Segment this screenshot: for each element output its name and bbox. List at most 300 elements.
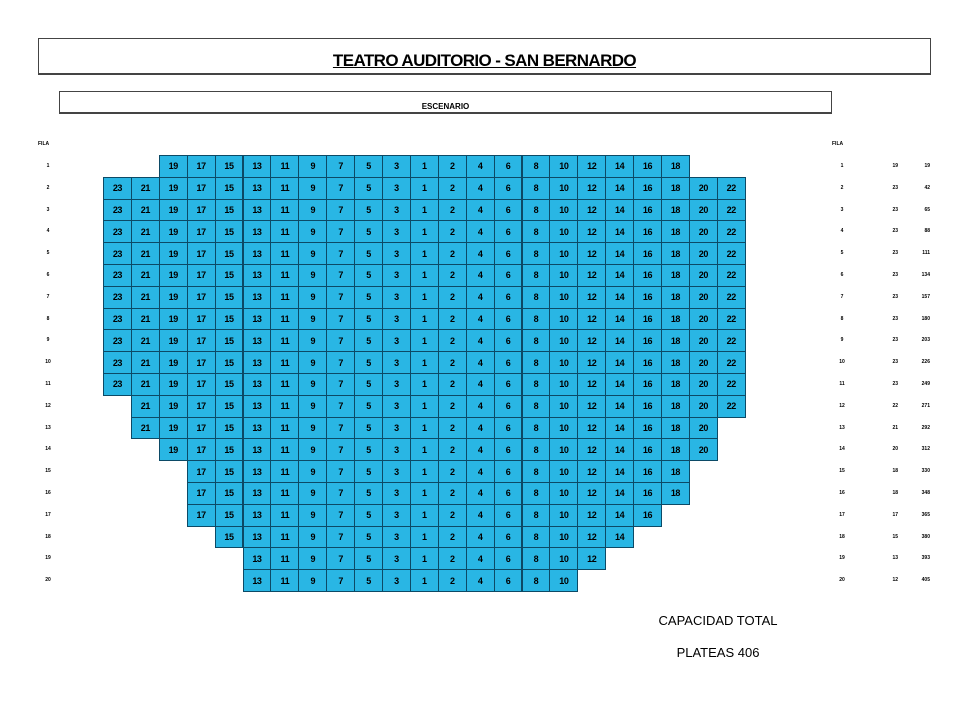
seat-10-5[interactable]: 5 [354, 351, 383, 374]
seat-7-5[interactable]: 5 [354, 286, 383, 309]
seat-3-9[interactable]: 9 [298, 199, 327, 222]
seat-15-14[interactable]: 14 [605, 460, 634, 483]
seat-5-2[interactable]: 2 [438, 242, 467, 265]
seat-13-6[interactable]: 6 [494, 417, 523, 440]
seat-10-13[interactable]: 13 [243, 351, 272, 374]
seat-5-20[interactable]: 20 [689, 242, 718, 265]
seat-4-3[interactable]: 3 [382, 220, 411, 243]
seat-6-7[interactable]: 7 [326, 264, 355, 287]
seat-6-5[interactable]: 5 [354, 264, 383, 287]
seat-8-14[interactable]: 14 [605, 308, 634, 331]
seat-4-12[interactable]: 12 [577, 220, 606, 243]
seat-19-2[interactable]: 2 [438, 547, 467, 570]
seat-4-15[interactable]: 15 [215, 220, 244, 243]
seat-6-2[interactable]: 2 [438, 264, 467, 287]
seat-12-7[interactable]: 7 [326, 395, 355, 418]
seat-17-13[interactable]: 13 [243, 504, 272, 527]
seat-9-19[interactable]: 19 [159, 329, 188, 352]
seat-4-22[interactable]: 22 [717, 220, 746, 243]
seat-13-12[interactable]: 12 [577, 417, 606, 440]
seat-7-19[interactable]: 19 [159, 286, 188, 309]
seat-3-6[interactable]: 6 [494, 199, 523, 222]
seat-4-19[interactable]: 19 [159, 220, 188, 243]
seat-16-4[interactable]: 4 [466, 482, 495, 505]
seat-19-11[interactable]: 11 [270, 547, 299, 570]
seat-7-4[interactable]: 4 [466, 286, 495, 309]
seat-15-13[interactable]: 13 [243, 460, 272, 483]
seat-5-5[interactable]: 5 [354, 242, 383, 265]
seat-13-14[interactable]: 14 [605, 417, 634, 440]
seat-18-10[interactable]: 10 [549, 526, 578, 549]
seat-4-10[interactable]: 10 [549, 220, 578, 243]
seat-7-23[interactable]: 23 [103, 286, 132, 309]
seat-8-3[interactable]: 3 [382, 308, 411, 331]
seat-9-6[interactable]: 6 [494, 329, 523, 352]
seat-1-12[interactable]: 12 [577, 155, 606, 178]
seat-12-21[interactable]: 21 [131, 395, 160, 418]
seat-12-1[interactable]: 1 [410, 395, 439, 418]
seat-10-8[interactable]: 8 [522, 351, 551, 374]
seat-5-10[interactable]: 10 [549, 242, 578, 265]
seat-9-3[interactable]: 3 [382, 329, 411, 352]
seat-3-23[interactable]: 23 [103, 199, 132, 222]
seat-4-9[interactable]: 9 [298, 220, 327, 243]
seat-9-11[interactable]: 11 [270, 329, 299, 352]
seat-11-23[interactable]: 23 [103, 373, 132, 396]
seat-2-8[interactable]: 8 [522, 177, 551, 200]
seat-10-18[interactable]: 18 [661, 351, 690, 374]
seat-16-12[interactable]: 12 [577, 482, 606, 505]
seat-13-13[interactable]: 13 [243, 417, 272, 440]
seat-7-2[interactable]: 2 [438, 286, 467, 309]
seat-16-17[interactable]: 17 [187, 482, 216, 505]
seat-4-14[interactable]: 14 [605, 220, 634, 243]
seat-1-10[interactable]: 10 [549, 155, 578, 178]
seat-8-22[interactable]: 22 [717, 308, 746, 331]
seat-17-5[interactable]: 5 [354, 504, 383, 527]
seat-20-3[interactable]: 3 [382, 569, 411, 592]
seat-4-5[interactable]: 5 [354, 220, 383, 243]
seat-10-7[interactable]: 7 [326, 351, 355, 374]
seat-17-16[interactable]: 16 [633, 504, 662, 527]
seat-2-6[interactable]: 6 [494, 177, 523, 200]
seat-16-2[interactable]: 2 [438, 482, 467, 505]
seat-20-6[interactable]: 6 [494, 569, 523, 592]
seat-10-4[interactable]: 4 [466, 351, 495, 374]
seat-2-7[interactable]: 7 [326, 177, 355, 200]
seat-7-13[interactable]: 13 [243, 286, 272, 309]
seat-12-2[interactable]: 2 [438, 395, 467, 418]
seat-17-11[interactable]: 11 [270, 504, 299, 527]
seat-6-19[interactable]: 19 [159, 264, 188, 287]
seat-18-13[interactable]: 13 [243, 526, 272, 549]
seat-9-17[interactable]: 17 [187, 329, 216, 352]
seat-4-20[interactable]: 20 [689, 220, 718, 243]
seat-8-12[interactable]: 12 [577, 308, 606, 331]
seat-3-15[interactable]: 15 [215, 199, 244, 222]
seat-3-7[interactable]: 7 [326, 199, 355, 222]
seat-8-21[interactable]: 21 [131, 308, 160, 331]
seat-1-7[interactable]: 7 [326, 155, 355, 178]
seat-16-14[interactable]: 14 [605, 482, 634, 505]
seat-14-15[interactable]: 15 [215, 438, 244, 461]
seat-5-4[interactable]: 4 [466, 242, 495, 265]
seat-18-15[interactable]: 15 [215, 526, 244, 549]
seat-4-6[interactable]: 6 [494, 220, 523, 243]
seat-2-17[interactable]: 17 [187, 177, 216, 200]
seat-13-11[interactable]: 11 [270, 417, 299, 440]
seat-17-12[interactable]: 12 [577, 504, 606, 527]
seat-20-8[interactable]: 8 [522, 569, 551, 592]
seat-5-9[interactable]: 9 [298, 242, 327, 265]
seat-6-4[interactable]: 4 [466, 264, 495, 287]
seat-8-9[interactable]: 9 [298, 308, 327, 331]
seat-15-12[interactable]: 12 [577, 460, 606, 483]
seat-16-1[interactable]: 1 [410, 482, 439, 505]
seat-3-19[interactable]: 19 [159, 199, 188, 222]
seat-17-9[interactable]: 9 [298, 504, 327, 527]
seat-12-20[interactable]: 20 [689, 395, 718, 418]
seat-2-20[interactable]: 20 [689, 177, 718, 200]
seat-2-10[interactable]: 10 [549, 177, 578, 200]
seat-5-19[interactable]: 19 [159, 242, 188, 265]
seat-9-22[interactable]: 22 [717, 329, 746, 352]
seat-5-23[interactable]: 23 [103, 242, 132, 265]
seat-12-14[interactable]: 14 [605, 395, 634, 418]
seat-17-6[interactable]: 6 [494, 504, 523, 527]
seat-2-23[interactable]: 23 [103, 177, 132, 200]
seat-8-2[interactable]: 2 [438, 308, 467, 331]
seat-10-15[interactable]: 15 [215, 351, 244, 374]
seat-2-16[interactable]: 16 [633, 177, 662, 200]
seat-17-10[interactable]: 10 [549, 504, 578, 527]
seat-2-2[interactable]: 2 [438, 177, 467, 200]
seat-19-10[interactable]: 10 [549, 547, 578, 570]
seat-12-10[interactable]: 10 [549, 395, 578, 418]
seat-20-13[interactable]: 13 [243, 569, 272, 592]
seat-1-14[interactable]: 14 [605, 155, 634, 178]
seat-18-11[interactable]: 11 [270, 526, 299, 549]
seat-14-19[interactable]: 19 [159, 438, 188, 461]
seat-16-16[interactable]: 16 [633, 482, 662, 505]
seat-11-22[interactable]: 22 [717, 373, 746, 396]
seat-11-19[interactable]: 19 [159, 373, 188, 396]
seat-14-5[interactable]: 5 [354, 438, 383, 461]
seat-7-6[interactable]: 6 [494, 286, 523, 309]
seat-10-19[interactable]: 19 [159, 351, 188, 374]
seat-18-6[interactable]: 6 [494, 526, 523, 549]
seat-20-11[interactable]: 11 [270, 569, 299, 592]
seat-14-13[interactable]: 13 [243, 438, 272, 461]
seat-1-11[interactable]: 11 [270, 155, 299, 178]
seat-3-4[interactable]: 4 [466, 199, 495, 222]
seat-9-21[interactable]: 21 [131, 329, 160, 352]
seat-10-17[interactable]: 17 [187, 351, 216, 374]
seat-11-2[interactable]: 2 [438, 373, 467, 396]
seat-1-19[interactable]: 19 [159, 155, 188, 178]
seat-12-4[interactable]: 4 [466, 395, 495, 418]
seat-14-12[interactable]: 12 [577, 438, 606, 461]
seat-13-15[interactable]: 15 [215, 417, 244, 440]
seat-15-2[interactable]: 2 [438, 460, 467, 483]
seat-6-1[interactable]: 1 [410, 264, 439, 287]
seat-1-1[interactable]: 1 [410, 155, 439, 178]
seat-8-20[interactable]: 20 [689, 308, 718, 331]
seat-11-18[interactable]: 18 [661, 373, 690, 396]
seat-18-5[interactable]: 5 [354, 526, 383, 549]
seat-12-13[interactable]: 13 [243, 395, 272, 418]
seat-20-4[interactable]: 4 [466, 569, 495, 592]
seat-14-8[interactable]: 8 [522, 438, 551, 461]
seat-5-11[interactable]: 11 [270, 242, 299, 265]
seat-8-23[interactable]: 23 [103, 308, 132, 331]
seat-18-1[interactable]: 1 [410, 526, 439, 549]
seat-18-2[interactable]: 2 [438, 526, 467, 549]
seat-3-16[interactable]: 16 [633, 199, 662, 222]
seat-7-15[interactable]: 15 [215, 286, 244, 309]
seat-9-5[interactable]: 5 [354, 329, 383, 352]
seat-2-1[interactable]: 1 [410, 177, 439, 200]
seat-8-17[interactable]: 17 [187, 308, 216, 331]
seat-4-23[interactable]: 23 [103, 220, 132, 243]
seat-9-20[interactable]: 20 [689, 329, 718, 352]
seat-2-12[interactable]: 12 [577, 177, 606, 200]
seat-20-2[interactable]: 2 [438, 569, 467, 592]
seat-10-11[interactable]: 11 [270, 351, 299, 374]
seat-14-14[interactable]: 14 [605, 438, 634, 461]
seat-15-3[interactable]: 3 [382, 460, 411, 483]
seat-5-14[interactable]: 14 [605, 242, 634, 265]
seat-6-8[interactable]: 8 [522, 264, 551, 287]
seat-12-5[interactable]: 5 [354, 395, 383, 418]
seat-12-15[interactable]: 15 [215, 395, 244, 418]
seat-6-18[interactable]: 18 [661, 264, 690, 287]
seat-5-8[interactable]: 8 [522, 242, 551, 265]
seat-14-9[interactable]: 9 [298, 438, 327, 461]
seat-5-3[interactable]: 3 [382, 242, 411, 265]
seat-8-7[interactable]: 7 [326, 308, 355, 331]
seat-11-8[interactable]: 8 [522, 373, 551, 396]
seat-7-9[interactable]: 9 [298, 286, 327, 309]
seat-19-9[interactable]: 9 [298, 547, 327, 570]
seat-19-1[interactable]: 1 [410, 547, 439, 570]
seat-17-15[interactable]: 15 [215, 504, 244, 527]
seat-18-14[interactable]: 14 [605, 526, 634, 549]
seat-10-23[interactable]: 23 [103, 351, 132, 374]
seat-15-18[interactable]: 18 [661, 460, 690, 483]
seat-10-6[interactable]: 6 [494, 351, 523, 374]
seat-4-1[interactable]: 1 [410, 220, 439, 243]
seat-2-15[interactable]: 15 [215, 177, 244, 200]
seat-2-21[interactable]: 21 [131, 177, 160, 200]
seat-11-21[interactable]: 21 [131, 373, 160, 396]
seat-3-18[interactable]: 18 [661, 199, 690, 222]
seat-15-15[interactable]: 15 [215, 460, 244, 483]
seat-18-9[interactable]: 9 [298, 526, 327, 549]
seat-13-4[interactable]: 4 [466, 417, 495, 440]
seat-3-10[interactable]: 10 [549, 199, 578, 222]
seat-8-19[interactable]: 19 [159, 308, 188, 331]
seat-6-23[interactable]: 23 [103, 264, 132, 287]
seat-12-18[interactable]: 18 [661, 395, 690, 418]
seat-13-9[interactable]: 9 [298, 417, 327, 440]
seat-16-15[interactable]: 15 [215, 482, 244, 505]
seat-8-15[interactable]: 15 [215, 308, 244, 331]
seat-14-18[interactable]: 18 [661, 438, 690, 461]
seat-1-13[interactable]: 13 [243, 155, 272, 178]
seat-10-16[interactable]: 16 [633, 351, 662, 374]
seat-2-19[interactable]: 19 [159, 177, 188, 200]
seat-11-20[interactable]: 20 [689, 373, 718, 396]
seat-20-7[interactable]: 7 [326, 569, 355, 592]
seat-6-16[interactable]: 16 [633, 264, 662, 287]
seat-9-23[interactable]: 23 [103, 329, 132, 352]
seat-9-8[interactable]: 8 [522, 329, 551, 352]
seat-11-11[interactable]: 11 [270, 373, 299, 396]
seat-1-5[interactable]: 5 [354, 155, 383, 178]
seat-12-17[interactable]: 17 [187, 395, 216, 418]
seat-19-5[interactable]: 5 [354, 547, 383, 570]
seat-16-5[interactable]: 5 [354, 482, 383, 505]
seat-3-17[interactable]: 17 [187, 199, 216, 222]
seat-19-12[interactable]: 12 [577, 547, 606, 570]
seat-6-20[interactable]: 20 [689, 264, 718, 287]
seat-10-10[interactable]: 10 [549, 351, 578, 374]
seat-17-8[interactable]: 8 [522, 504, 551, 527]
seat-6-6[interactable]: 6 [494, 264, 523, 287]
seat-7-1[interactable]: 1 [410, 286, 439, 309]
seat-19-13[interactable]: 13 [243, 547, 272, 570]
seat-7-3[interactable]: 3 [382, 286, 411, 309]
seat-10-3[interactable]: 3 [382, 351, 411, 374]
seat-8-5[interactable]: 5 [354, 308, 383, 331]
seat-13-20[interactable]: 20 [689, 417, 718, 440]
seat-16-11[interactable]: 11 [270, 482, 299, 505]
seat-14-17[interactable]: 17 [187, 438, 216, 461]
seat-2-4[interactable]: 4 [466, 177, 495, 200]
seat-13-1[interactable]: 1 [410, 417, 439, 440]
seat-15-16[interactable]: 16 [633, 460, 662, 483]
seat-19-6[interactable]: 6 [494, 547, 523, 570]
seat-15-11[interactable]: 11 [270, 460, 299, 483]
seat-17-3[interactable]: 3 [382, 504, 411, 527]
seat-14-2[interactable]: 2 [438, 438, 467, 461]
seat-6-9[interactable]: 9 [298, 264, 327, 287]
seat-11-5[interactable]: 5 [354, 373, 383, 396]
seat-4-16[interactable]: 16 [633, 220, 662, 243]
seat-14-10[interactable]: 10 [549, 438, 578, 461]
seat-7-22[interactable]: 22 [717, 286, 746, 309]
seat-3-20[interactable]: 20 [689, 199, 718, 222]
seat-16-13[interactable]: 13 [243, 482, 272, 505]
seat-3-5[interactable]: 5 [354, 199, 383, 222]
seat-3-13[interactable]: 13 [243, 199, 272, 222]
seat-10-9[interactable]: 9 [298, 351, 327, 374]
seat-17-1[interactable]: 1 [410, 504, 439, 527]
seat-12-16[interactable]: 16 [633, 395, 662, 418]
seat-2-14[interactable]: 14 [605, 177, 634, 200]
seat-8-6[interactable]: 6 [494, 308, 523, 331]
seat-12-6[interactable]: 6 [494, 395, 523, 418]
seat-7-17[interactable]: 17 [187, 286, 216, 309]
seat-11-12[interactable]: 12 [577, 373, 606, 396]
seat-14-6[interactable]: 6 [494, 438, 523, 461]
seat-19-4[interactable]: 4 [466, 547, 495, 570]
seat-8-10[interactable]: 10 [549, 308, 578, 331]
seat-3-8[interactable]: 8 [522, 199, 551, 222]
seat-7-14[interactable]: 14 [605, 286, 634, 309]
seat-9-9[interactable]: 9 [298, 329, 327, 352]
seat-3-12[interactable]: 12 [577, 199, 606, 222]
seat-4-4[interactable]: 4 [466, 220, 495, 243]
seat-17-7[interactable]: 7 [326, 504, 355, 527]
seat-11-9[interactable]: 9 [298, 373, 327, 396]
seat-5-15[interactable]: 15 [215, 242, 244, 265]
seat-11-7[interactable]: 7 [326, 373, 355, 396]
seat-9-12[interactable]: 12 [577, 329, 606, 352]
seat-2-13[interactable]: 13 [243, 177, 272, 200]
seat-1-16[interactable]: 16 [633, 155, 662, 178]
seat-7-11[interactable]: 11 [270, 286, 299, 309]
seat-1-18[interactable]: 18 [661, 155, 690, 178]
seat-8-4[interactable]: 4 [466, 308, 495, 331]
seat-14-1[interactable]: 1 [410, 438, 439, 461]
seat-4-13[interactable]: 13 [243, 220, 272, 243]
seat-7-16[interactable]: 16 [633, 286, 662, 309]
seat-16-10[interactable]: 10 [549, 482, 578, 505]
seat-11-17[interactable]: 17 [187, 373, 216, 396]
seat-11-1[interactable]: 1 [410, 373, 439, 396]
seat-3-3[interactable]: 3 [382, 199, 411, 222]
seat-9-16[interactable]: 16 [633, 329, 662, 352]
seat-18-3[interactable]: 3 [382, 526, 411, 549]
seat-1-2[interactable]: 2 [438, 155, 467, 178]
seat-13-5[interactable]: 5 [354, 417, 383, 440]
seat-5-7[interactable]: 7 [326, 242, 355, 265]
seat-9-18[interactable]: 18 [661, 329, 690, 352]
seat-15-7[interactable]: 7 [326, 460, 355, 483]
seat-9-13[interactable]: 13 [243, 329, 272, 352]
seat-2-9[interactable]: 9 [298, 177, 327, 200]
seat-10-1[interactable]: 1 [410, 351, 439, 374]
seat-13-2[interactable]: 2 [438, 417, 467, 440]
seat-9-15[interactable]: 15 [215, 329, 244, 352]
seat-2-22[interactable]: 22 [717, 177, 746, 200]
seat-11-4[interactable]: 4 [466, 373, 495, 396]
seat-13-18[interactable]: 18 [661, 417, 690, 440]
seat-12-22[interactable]: 22 [717, 395, 746, 418]
seat-6-17[interactable]: 17 [187, 264, 216, 287]
seat-10-21[interactable]: 21 [131, 351, 160, 374]
seat-6-11[interactable]: 11 [270, 264, 299, 287]
seat-11-10[interactable]: 10 [549, 373, 578, 396]
seat-7-20[interactable]: 20 [689, 286, 718, 309]
seat-5-18[interactable]: 18 [661, 242, 690, 265]
seat-10-14[interactable]: 14 [605, 351, 634, 374]
seat-9-4[interactable]: 4 [466, 329, 495, 352]
seat-15-6[interactable]: 6 [494, 460, 523, 483]
seat-1-17[interactable]: 17 [187, 155, 216, 178]
seat-1-15[interactable]: 15 [215, 155, 244, 178]
seat-10-22[interactable]: 22 [717, 351, 746, 374]
seat-15-8[interactable]: 8 [522, 460, 551, 483]
seat-6-22[interactable]: 22 [717, 264, 746, 287]
seat-16-3[interactable]: 3 [382, 482, 411, 505]
seat-3-14[interactable]: 14 [605, 199, 634, 222]
seat-7-7[interactable]: 7 [326, 286, 355, 309]
seat-12-19[interactable]: 19 [159, 395, 188, 418]
seat-15-1[interactable]: 1 [410, 460, 439, 483]
